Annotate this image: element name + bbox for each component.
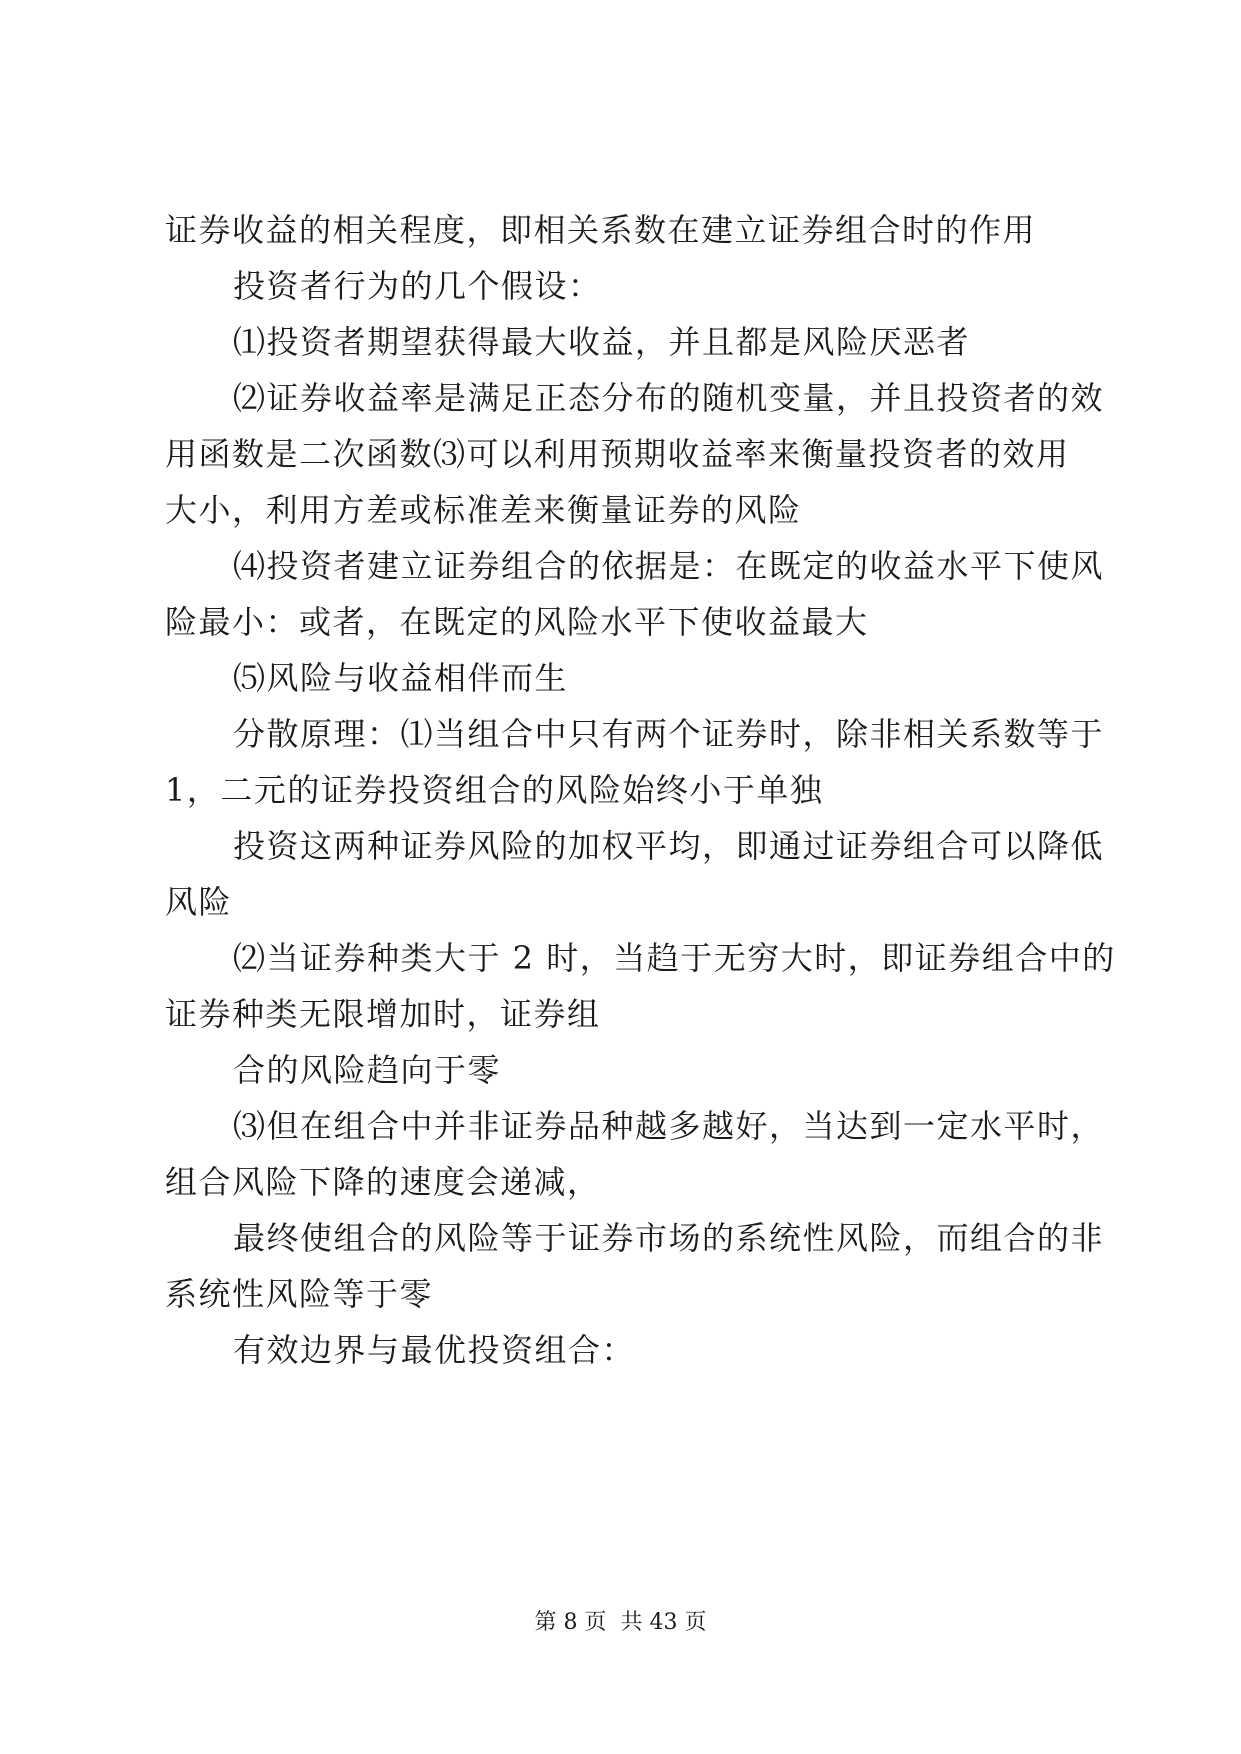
- text-line: 证券收益的相关程度，即相关系数在建立证券组合时的作用: [165, 211, 1037, 249]
- text-line: 投资者行为的几个假设：: [233, 267, 602, 305]
- page-number-label: 第 8 页 共 43 页: [534, 1610, 707, 1635]
- text-line: 证券种类无限增加时，证券组: [165, 995, 601, 1033]
- text-line: 有效边界与最优投资组合：: [233, 1331, 636, 1369]
- text-line: 1，二元的证券投资组合的风险始终小于单独: [165, 771, 824, 809]
- text-line: ⑸风险与收益相伴而生: [233, 659, 569, 697]
- text-line: 风险: [165, 883, 233, 921]
- text-line: 险最小：或者，在既定的风险水平下使收益最大: [165, 603, 869, 641]
- text-line: 大小，利用方差或标准差来衡量证券的风险: [165, 491, 802, 529]
- text-line: 最终使组合的风险等于证券市场的系统性风险，而组合的非: [233, 1219, 1105, 1257]
- page-footer: [0, 1609, 1241, 1637]
- text-line: 系统性风险等于零: [165, 1275, 434, 1313]
- text-line: ⑶但在组合中并非证券品种越多越好，当达到一定水平时，: [233, 1107, 1105, 1145]
- text-line: 投资这两种证券风险的加权平均，即通过证券组合可以降低: [233, 827, 1105, 865]
- text-line: 组合风险下降的速度会递减，: [165, 1163, 601, 1201]
- text-line: ⑷投资者建立证券组合的依据是：在既定的收益水平下使风: [233, 547, 1105, 585]
- text-line: ⑵当证券种类大于 2 时，当趋于无穷大时，即证券组合中的: [233, 939, 1116, 977]
- text-line: ⑴投资者期望获得最大收益，并且都是风险厌恶者: [233, 323, 971, 361]
- text-line: ⑵证券收益率是满足正态分布的随机变量，并且投资者的效: [233, 379, 1105, 417]
- text-line: 用函数是二次函数⑶可以利用预期收益率来衡量投资者的效用: [165, 435, 1070, 473]
- text-line: 合的风险趋向于零: [233, 1051, 502, 1089]
- text-line: 分散原理：⑴当组合中只有两个证券时，除非相关系数等于: [233, 715, 1105, 753]
